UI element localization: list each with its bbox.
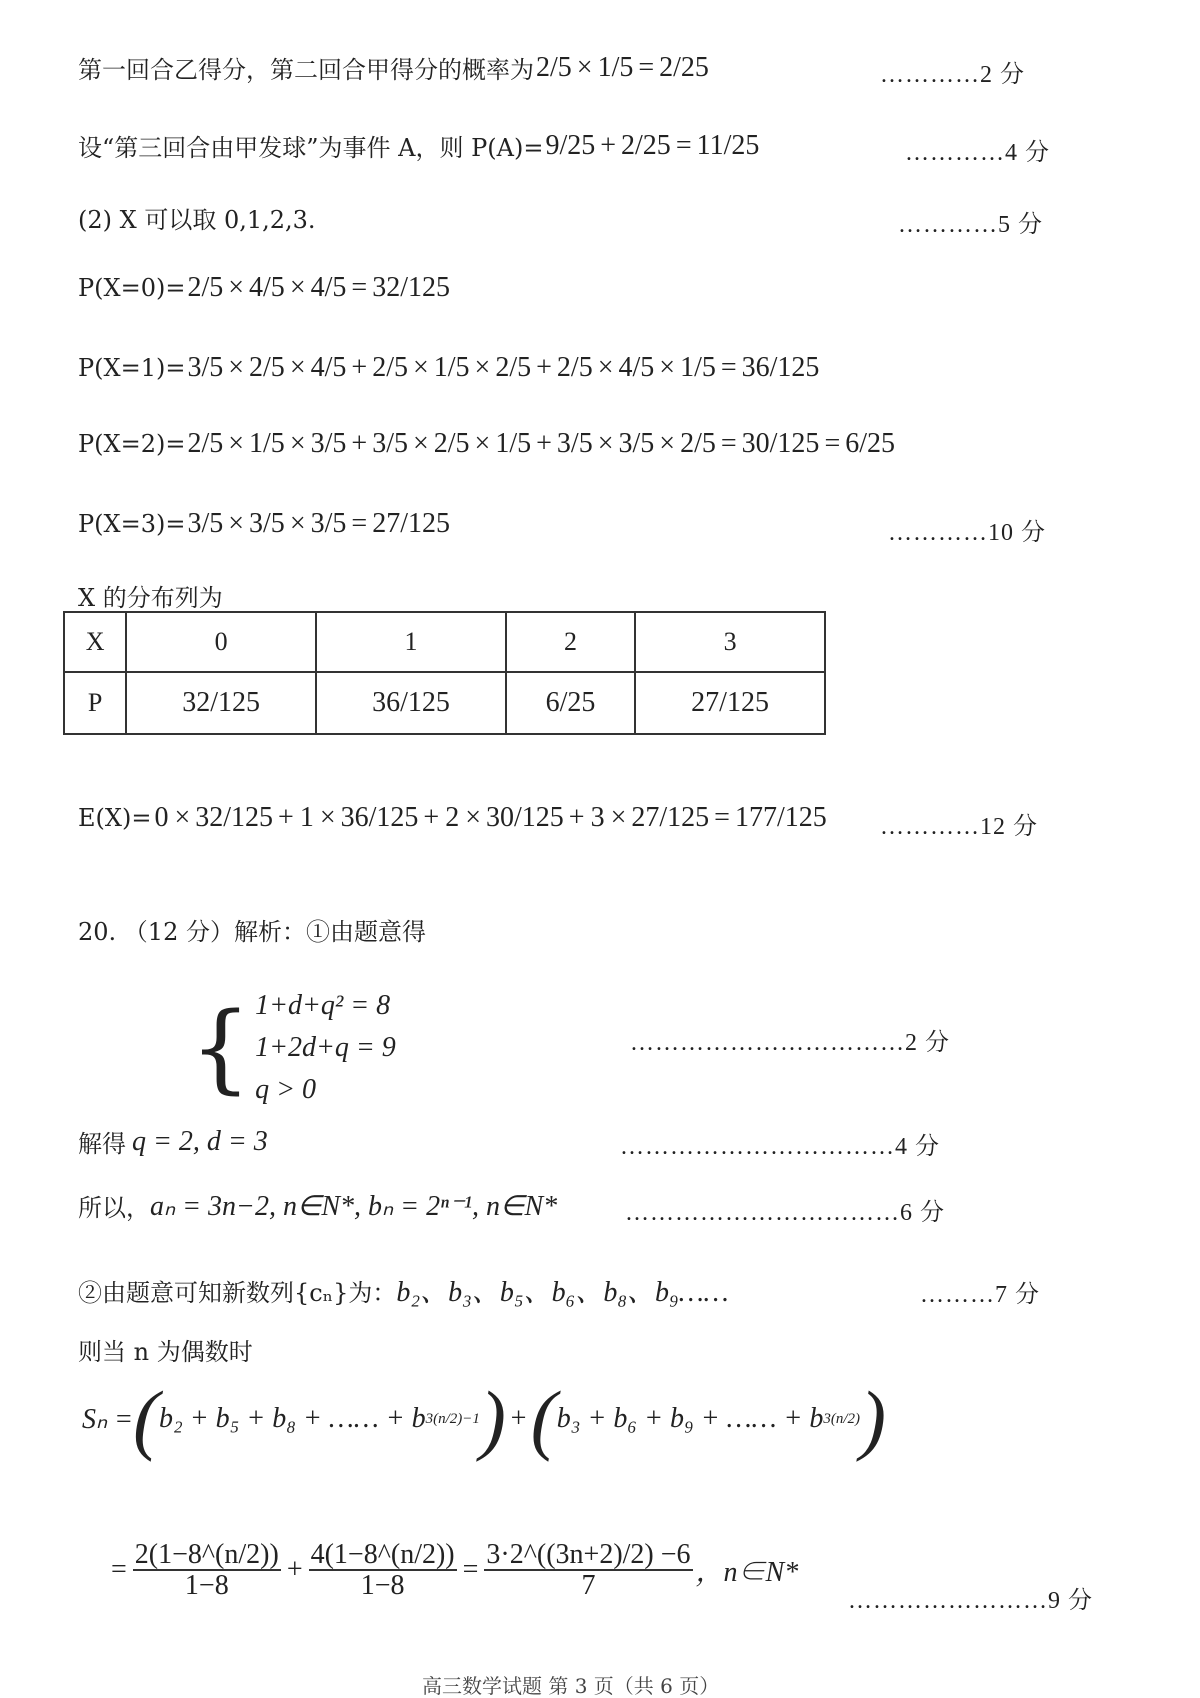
score-label: ……………………………6 分	[625, 1200, 945, 1226]
denominator: 7	[581, 1570, 596, 1602]
fraction: 2/25	[621, 129, 671, 161]
fraction: 3/5	[372, 428, 408, 459]
math-expr	[185, 508, 452, 540]
math-expr: q = 2, d = 3	[132, 1125, 268, 1157]
subscript: 3(n/2)	[823, 1410, 861, 1427]
math-expr	[185, 352, 821, 384]
denominator: 1−8	[360, 1570, 405, 1602]
fraction	[133, 1540, 281, 1601]
op: =	[462, 1554, 479, 1586]
operator: ×	[610, 802, 627, 833]
fraction: 36/125	[340, 802, 419, 833]
fraction: 3/5	[310, 428, 347, 459]
paren-icon: )	[479, 1375, 506, 1462]
line-text: (2) X 可以取 0,1,2,3.	[78, 206, 316, 234]
fraction: 1/5	[433, 352, 470, 383]
operator: ×	[289, 352, 306, 383]
line-text: P(X=3)=	[78, 510, 186, 538]
operator: ×	[597, 428, 614, 459]
fraction: 11/25	[696, 129, 760, 161]
paren-icon: )	[860, 1375, 887, 1462]
fraction	[309, 1540, 457, 1601]
solution-line	[78, 578, 223, 613]
fraction: 3/5	[310, 508, 347, 539]
operator: =	[675, 129, 692, 161]
brace-icon: {	[190, 992, 252, 1104]
fraction: 9/25	[545, 129, 596, 161]
line-text: P(X=1)=	[78, 354, 186, 382]
fraction: 27/125	[691, 687, 769, 718]
operator: ×	[474, 428, 491, 459]
part2-line	[78, 1270, 729, 1310]
line-text: 第一回合乙得分，第二回合甲得分的概率为	[78, 56, 534, 84]
operator: ×	[474, 352, 491, 383]
solution-line	[78, 128, 761, 163]
op: =	[111, 1554, 127, 1586]
operator: =	[351, 508, 368, 539]
fraction: 32/125	[372, 272, 450, 303]
math-expr	[543, 130, 761, 162]
sn-line	[82, 1375, 887, 1462]
fraction: 4/5	[310, 272, 347, 303]
operator: ×	[659, 428, 676, 459]
fraction: 6/25	[845, 428, 896, 459]
math-expr: aₙ = 3n−2, n∈N*, bₙ = 2ⁿ⁻¹, n∈N*	[150, 1190, 558, 1222]
group-1: b₂ + b₅ + b₈ + …… + b	[159, 1403, 426, 1434]
operator: ×	[319, 802, 336, 833]
solution-line	[78, 50, 711, 85]
table-header-cell: 3	[635, 612, 825, 672]
op: +	[286, 1554, 303, 1586]
operator: 2	[445, 802, 460, 833]
operator: ×	[412, 352, 429, 383]
fraction: 32/125	[182, 687, 261, 718]
operator: ×	[465, 802, 481, 833]
score-label: …………12 分	[880, 814, 1038, 840]
score-label: ……………………………2 分	[630, 1030, 950, 1056]
line-text: 20. （12 分）解析：①由题意得	[78, 918, 426, 946]
score-label: ……………………………4 分	[620, 1134, 940, 1160]
operator: =	[714, 802, 730, 833]
equation: 1+2d+q = 9	[255, 1032, 396, 1063]
equation: 1+d+q² = 8	[255, 990, 391, 1021]
domain-note: ，n∈N*	[695, 1557, 799, 1589]
fraction: 177/125	[734, 802, 827, 833]
table-header-cell: X	[64, 612, 126, 672]
fraction: 32/125	[195, 802, 274, 833]
line-text: X 的分布列为	[78, 584, 223, 612]
operator: +	[600, 129, 617, 161]
operator: +	[351, 352, 368, 383]
fraction: 1/5	[597, 51, 634, 83]
table-header-cell: 1	[316, 612, 506, 672]
fraction: 2/5	[680, 428, 716, 459]
solve-line	[78, 1124, 268, 1159]
operator: ×	[576, 51, 593, 83]
operator: ×	[289, 508, 306, 539]
fraction: 36/125	[741, 352, 820, 383]
fraction: 2/5	[556, 352, 593, 383]
operator: +	[536, 352, 552, 383]
operator: ×	[289, 272, 306, 303]
solution-line	[78, 912, 426, 947]
operator: +	[536, 428, 552, 459]
fraction: 1/5	[680, 352, 716, 383]
fraction: 2/5	[372, 352, 408, 383]
table-row-label: P	[64, 672, 126, 734]
fraction: 4/5	[310, 352, 347, 383]
operator: ×	[174, 802, 191, 833]
fraction: 1/5	[249, 428, 285, 459]
equation-system	[190, 985, 396, 1111]
page-footer: 高三数学试题 第 3 页（共 6 页）	[422, 1674, 720, 1698]
paren-icon: (	[133, 1375, 160, 1462]
fraction: 2/5	[249, 352, 285, 383]
fraction: 30/125	[486, 802, 564, 833]
table-header-cell: 0	[126, 612, 316, 672]
paren-icon: (	[530, 1375, 557, 1462]
math-expr	[185, 428, 897, 460]
operator: ×	[228, 272, 245, 303]
operator: 3	[590, 802, 605, 833]
fraction: 2/25	[659, 51, 709, 83]
fraction	[484, 1540, 692, 1601]
fraction: 2/5	[536, 51, 572, 83]
operator: ×	[228, 508, 245, 539]
solution-line	[78, 802, 829, 834]
fraction: 2/5	[187, 428, 224, 459]
score-label: …………5 分	[898, 212, 1043, 238]
operator: =	[720, 428, 737, 459]
op: +	[508, 1403, 528, 1434]
label: 所以，	[78, 1194, 150, 1222]
table-cell	[506, 672, 635, 734]
fraction: 4/5	[249, 272, 285, 303]
distribution-table	[63, 611, 826, 735]
fraction: 2/5	[495, 352, 532, 383]
even-case-label: 则当 n 为偶数时	[78, 1338, 253, 1366]
fraction: 27/125	[372, 508, 450, 539]
operator: ×	[659, 352, 676, 383]
fraction: 27/125	[631, 802, 710, 833]
operator: =	[824, 428, 841, 459]
fraction: 3/5	[556, 428, 593, 459]
operator: ×	[228, 352, 245, 383]
fraction: 2/5	[187, 272, 224, 303]
sn-lhs: Sₙ =	[82, 1404, 134, 1435]
solution-line	[78, 272, 452, 304]
solution-line	[78, 200, 316, 235]
math-expr	[185, 272, 452, 304]
operator: ×	[289, 428, 306, 459]
line-text: P(X=2)=	[78, 430, 186, 458]
solution-line	[78, 428, 897, 460]
operator: +	[278, 802, 294, 833]
score-label: …………10 分	[888, 520, 1046, 546]
label: ②由题意可知新数列{cₙ}为：	[78, 1278, 397, 1307]
operator: ×	[412, 428, 429, 459]
fraction: 30/125	[741, 428, 820, 459]
operator: =	[351, 272, 368, 303]
label: 解得	[78, 1130, 126, 1158]
score-label: …………4 分	[905, 140, 1050, 166]
score-label: ……………………9 分	[848, 1588, 1093, 1614]
fraction: 4/5	[618, 352, 655, 383]
table-cell	[635, 672, 825, 734]
operator: 1	[299, 802, 314, 833]
math-expr: b₂、b₃、b₅、b₆、b₈、b₉……	[396, 1277, 729, 1308]
operator: ×	[228, 428, 245, 459]
table-header-cell: 2	[506, 612, 635, 672]
solution-line	[78, 508, 452, 540]
operator: +	[568, 802, 585, 833]
line-text: P(X=0)=	[78, 274, 186, 302]
operator: 0	[154, 802, 169, 833]
group-2: b₃ + b₆ + b₉ + …… + b	[556, 1403, 824, 1434]
numerator: 4(1−8^(n/2))	[310, 1539, 455, 1570]
table-cell	[126, 672, 316, 734]
fraction: 2/5	[433, 428, 470, 459]
operator: =	[720, 352, 737, 383]
score-label: …………2 分	[880, 62, 1025, 88]
sum-result-line	[108, 1540, 798, 1601]
line-text: E(X)=	[78, 804, 152, 832]
fraction: 3/5	[249, 508, 285, 539]
fraction: 3/5	[187, 352, 224, 383]
equation: q > 0	[255, 1074, 316, 1105]
solution-line	[78, 352, 821, 384]
score-label: ………7 分	[920, 1282, 1040, 1308]
numerator: 2(1−8^(n/2))	[134, 1539, 279, 1570]
math-expr	[151, 802, 828, 834]
subscript: 3(n/2)−1	[425, 1410, 480, 1427]
general-term-line	[78, 1188, 557, 1223]
table-cell	[316, 672, 506, 734]
operator: ×	[597, 352, 614, 383]
line-text: 设“第三回合由甲发球”为事件 A，则 P(A)=	[78, 134, 544, 162]
operator: +	[423, 802, 440, 833]
denominator: 1−8	[184, 1570, 229, 1602]
math-expr	[534, 52, 711, 84]
fraction: 3/5	[618, 428, 655, 459]
fraction: 3/5	[187, 508, 224, 539]
numerator: 3·2^((3n+2)/2) −6	[486, 1539, 691, 1570]
fraction: 1/5	[495, 428, 532, 459]
fraction: 6/25	[545, 687, 596, 718]
operator: =	[638, 51, 655, 83]
operator: +	[351, 428, 368, 459]
fraction: 36/125	[372, 687, 450, 718]
